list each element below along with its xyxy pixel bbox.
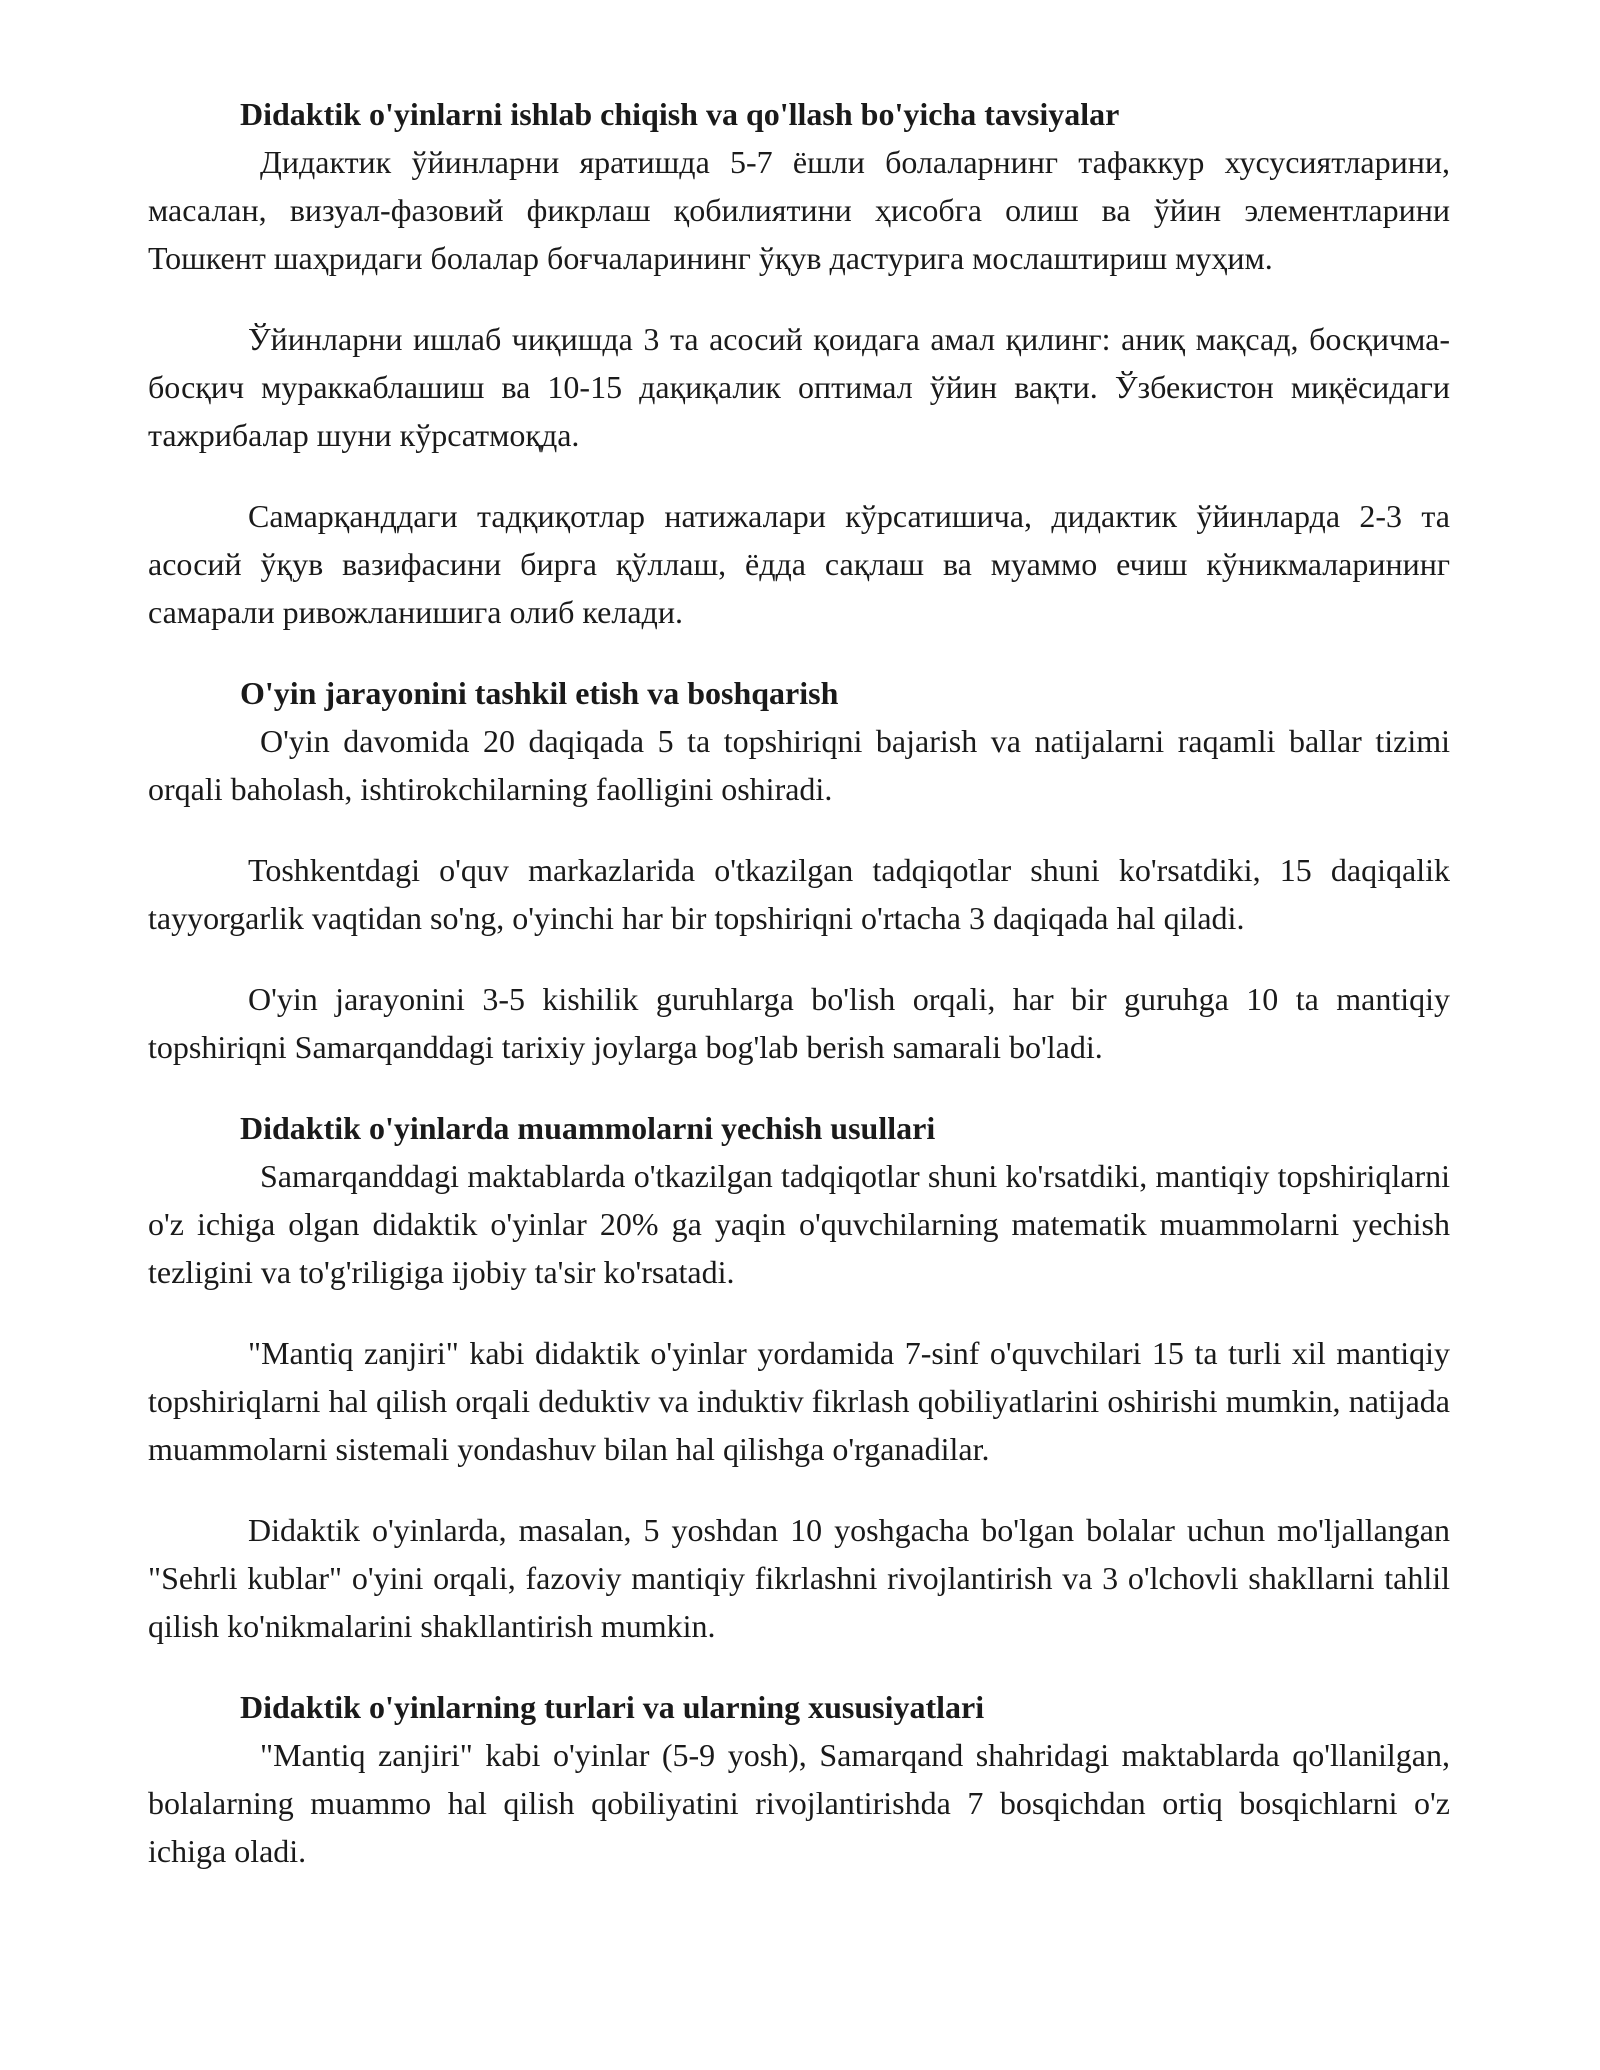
section-game-types	[148, 1683, 1450, 1875]
paragraph: Didaktik o'yinlarda, masalan, 5 yoshdan 10 yoshgacha bo'lgan bolalar uchun mo'ljallangan "Sehrli kublar" o'yini orqali, fazoviy mantiqiy fikrlashni rivojlantirish va 3 o'lchovli shakllarni tahlil qilish ko'nikmalarini shakllantirish mumkin.	[148, 1512, 1450, 1644]
section-game-organization	[148, 669, 1450, 1071]
paragraph: Toshkentdagi o'quv markazlarida o'tkazilgan tadqiqotlar shuni ko'rsatdiki, 15 daqiqalik tayyorgarlik vaqtidan so'ng, o'yinchi har bir topshiriqni o'rtacha 3 daqiqada hal qiladi.	[148, 852, 1450, 936]
paragraph: "Mantiq zanjiri" kabi didaktik o'yinlar yordamida 7-sinf o'quvchilari 15 ta turli xil mantiqiy topshiriqlarni hal qilish orqali deduktiv va induktiv fikrlash qobiliyatlarini oshirishi mumkin, natijada muammolarni sistemali yondashuv bilan hal qilishga o'rganadilar.	[148, 1335, 1450, 1467]
section-heading: Didaktik o'yinlarda muammolarni yechish usullari	[240, 1110, 936, 1146]
section-recommendations	[148, 90, 1450, 636]
section-heading: Didaktik o'yinlarni ishlab chiqish va qo'llash bo'yicha tavsiyalar	[240, 96, 1120, 132]
paragraph: Ўйинларни ишлаб чиқишда 3 та асосий қоидага амал қилинг: аниқ мақсад, босқичма-босқич мураккаблашиш ва 10-15 дақиқалик оптимал ўйин вақти. Ўзбекистон миқёсидаги тажрибалар шуни кўрсатмоқда.	[148, 321, 1450, 453]
paragraph: Samarqanddagi maktablarda o'tkazilgan tadqiqotlar shuni ko'rsatdiki, mantiqiy topshiriqlarni o'z ichiga olgan didaktik o'yinlar 20% ga yaqin o'quvchilarning matematik muammolarni yechish tezligini va to'g'riligiga ijobiy ta'sir ko'rsatadi.	[148, 1158, 1450, 1290]
paragraph: Самарқанддаги тадқиқотлар натижалари кўрсатишича, дидактик ўйинларда 2-3 та асосий ўқув вазифасини бирга қўллаш, ёдда сақлаш ва муаммо ечиш кўникмаларининг самарали ривожланишига олиб келади.	[148, 498, 1450, 630]
section-heading: Didaktik o'yinlarning turlari va ularning xususiyatlari	[240, 1689, 985, 1725]
paragraph: "Mantiq zanjiri" kabi o'yinlar (5-9 yosh), Samarqand shahridagi maktablarda qo'llanilgan, bolalarning muammo hal qilish qobiliyatini rivojlantirishda 7 bosqichdan ortiq bosqichlarni o'z ichiga oladi.	[148, 1737, 1450, 1869]
section-heading: O'yin jarayonini tashkil etish va boshqarish	[240, 675, 839, 711]
paragraph: O'yin davomida 20 daqiqada 5 ta topshiriqni bajarish va natijalarni raqamli ballar tizimi orqali baholash, ishtirokchilarning faolligini oshiradi.	[148, 723, 1450, 807]
section-problem-solving	[148, 1104, 1450, 1650]
paragraph: O'yin jarayonini 3-5 kishilik guruhlarga bo'lish orqali, har bir guruhga 10 ta mantiqiy topshiriqni Samarqanddagi tarixiy joylarga bog'lab berish samarali bo'ladi.	[148, 981, 1450, 1065]
paragraph: Дидактик ўйинларни яратишда 5-7 ёшли болаларнинг тафаккур хусусиятларини, масалан, визуал-фазовий фикрлаш қобилиятини ҳисобга олиш ва ўйин элементларини Тошкент шаҳридаги болалар боғчаларининг ўқув дастурига мослаштириш муҳим.	[148, 144, 1450, 276]
